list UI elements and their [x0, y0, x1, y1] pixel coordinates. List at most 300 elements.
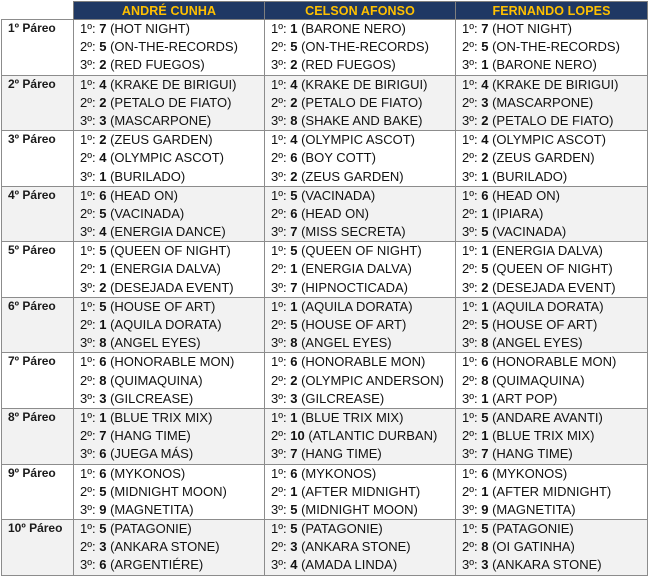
pick-line [271, 556, 455, 574]
horse-number: 5 [290, 243, 298, 259]
pick-line [80, 483, 264, 501]
horse-name: (QUIMAQUINA) [492, 372, 585, 388]
picks-celson-afonso [265, 408, 456, 464]
pick-position: 3º: [462, 446, 478, 462]
horse-name: (ATLANTIC DURBAN) [308, 428, 438, 444]
horse-number: 6 [290, 354, 298, 370]
horse-name: (ANGEL EYES) [110, 335, 201, 351]
pick-position: 2º: [271, 317, 287, 332]
header-row [2, 2, 648, 20]
pick-position: 2º: [80, 539, 96, 555]
horse-number: 6 [290, 150, 298, 166]
horse-number: 2 [290, 168, 298, 184]
horse-name: (ANKARA STONE) [110, 539, 220, 555]
pick-line [80, 465, 264, 483]
horse-number: 5 [290, 501, 298, 517]
horse-number: 7 [481, 446, 489, 462]
horse-number: 3 [99, 539, 107, 555]
race-label: 9º Páreo [2, 464, 74, 520]
pick-line [80, 260, 264, 278]
horse-number: 6 [481, 354, 489, 370]
horse-name: (OI GATINHA) [492, 539, 575, 555]
picks-fernando-lopes [456, 520, 648, 576]
pick-position: 1º: [271, 243, 287, 259]
pick-line [80, 242, 264, 260]
horse-number: 7 [290, 224, 298, 240]
pick-position: 3º: [271, 168, 287, 184]
horse-number: 4 [290, 557, 298, 573]
horse-name: (MISS SECRETA) [301, 224, 406, 240]
pick-position: 3º: [462, 224, 478, 240]
horse-name: (DESEJADA EVENT) [492, 279, 616, 295]
pick-position: 2º: [271, 150, 287, 166]
pick-position: 3º: [462, 335, 478, 351]
horse-name: (JUEGA MÁS) [110, 446, 194, 462]
pick-line [462, 316, 647, 334]
pick-position: 1º: [80, 243, 96, 259]
picks-celson-afonso [265, 20, 456, 76]
horse-name: (AQUILA DORATA) [492, 298, 604, 314]
horse-number: 1 [290, 483, 298, 499]
pick-line [80, 445, 264, 463]
horse-name: (OLYMPIC ASCOT) [301, 132, 415, 148]
picks-celson-afonso [265, 242, 456, 298]
pick-line [462, 334, 647, 352]
horse-name: (MIDNIGHT MOON) [110, 483, 227, 499]
pick-line [271, 483, 455, 501]
pick-position: 1º: [462, 21, 478, 36]
pick-position: 3º: [271, 112, 287, 128]
horse-number: 5 [481, 521, 489, 537]
horse-number: 1 [290, 298, 298, 314]
horse-name: (BLUE TRIX MIX) [110, 409, 213, 425]
horse-name: (AFTER MIDNIGHT) [492, 483, 612, 499]
horse-name: (ON-THE-RECORDS) [301, 39, 429, 55]
horse-name: (VACINADA) [492, 224, 567, 240]
horse-name: (OLYMPIC ANDERSON) [301, 372, 444, 388]
horse-number: 4 [290, 76, 298, 92]
horse-name: (HOUSE OF ART) [110, 298, 216, 314]
header-corner [2, 2, 74, 20]
horse-name: (VACINADA) [110, 205, 185, 221]
pick-position: 3º: [462, 57, 478, 73]
pick-position: 2º: [271, 539, 287, 555]
pick-position: 3º: [80, 335, 96, 351]
horse-number: 10 [290, 428, 305, 444]
pick-line [462, 94, 647, 112]
horse-name: (HOT NIGHT) [492, 21, 572, 36]
pick-position: 2º: [271, 483, 287, 499]
horse-name: (BLUE TRIX MIX) [301, 409, 404, 425]
pick-position: 1º: [271, 187, 287, 203]
horse-name: (ANGEL EYES) [301, 335, 392, 351]
pick-line [271, 38, 455, 56]
horse-name: (PATAGONIE) [110, 521, 192, 537]
horse-number: 7 [290, 446, 298, 462]
race-row [2, 408, 648, 464]
pick-position: 1º: [462, 76, 478, 92]
horse-name: (RED FUEGOS) [110, 57, 205, 73]
horse-name: (MASCARPONE) [110, 112, 212, 128]
header-celson-afonso: CELSON AFONSO [265, 2, 456, 20]
picks-celson-afonso [265, 464, 456, 520]
horse-name: (MASCARPONE) [492, 94, 594, 110]
horse-name: (BURILADO) [110, 168, 186, 184]
pick-position: 2º: [271, 261, 287, 277]
pick-line [271, 538, 455, 556]
horse-name: (HIPNOCTICADA) [301, 279, 408, 295]
horse-name: (ENERGIA DANCE) [110, 224, 226, 240]
pick-position: 3º: [462, 390, 478, 406]
horse-number: 2 [290, 94, 298, 110]
horse-number: 5 [99, 39, 107, 55]
pick-line [271, 316, 455, 334]
picks-andre-cunha [74, 297, 265, 353]
horse-name: (HANG TIME) [492, 446, 573, 462]
horse-number: 1 [290, 21, 298, 36]
horse-number: 8 [290, 335, 298, 351]
race-label: 6º Páreo [2, 297, 74, 353]
pick-line [80, 76, 264, 94]
pick-position: 2º: [80, 205, 96, 221]
picks-celson-afonso [265, 131, 456, 187]
horse-name: (MYKONOS) [492, 465, 568, 481]
horse-number: 5 [99, 521, 107, 537]
pick-position: 1º: [271, 132, 287, 148]
pick-line [80, 38, 264, 56]
pick-line [462, 372, 647, 390]
horse-name: (BARONE NERO) [492, 57, 597, 73]
pick-position: 1º: [80, 409, 96, 425]
race-row [2, 520, 648, 576]
pick-line [271, 112, 455, 130]
horse-name: (QUEEN OF NIGHT) [110, 243, 231, 259]
horse-name: (ENERGIA DALVA) [301, 261, 412, 277]
race-label: 2º Páreo [2, 75, 74, 131]
picks-andre-cunha [74, 20, 265, 76]
horse-number: 6 [99, 465, 107, 481]
horse-name: (ENERGIA DALVA) [110, 261, 221, 277]
pick-position: 2º: [462, 428, 478, 444]
pick-line [462, 465, 647, 483]
horse-name: (QUEEN OF NIGHT) [492, 261, 613, 277]
race-label: 10º Páreo [2, 520, 74, 576]
race-label: 3º Páreo [2, 131, 74, 187]
pick-line [271, 205, 455, 223]
horse-number: 5 [99, 243, 107, 259]
picks-andre-cunha [74, 353, 265, 409]
picks-celson-afonso [265, 186, 456, 242]
horse-name: (PETALO DE FIATO) [301, 94, 423, 110]
horse-number: 3 [481, 557, 489, 573]
horse-number: 5 [290, 317, 298, 332]
horse-number: 1 [99, 317, 107, 332]
pick-position: 1º: [462, 354, 478, 370]
horse-number: 8 [481, 335, 489, 351]
horse-number: 1 [290, 409, 298, 425]
picks-fernando-lopes [456, 353, 648, 409]
horse-number: 2 [481, 150, 489, 166]
picks-andre-cunha [74, 408, 265, 464]
horse-number: 5 [481, 224, 489, 240]
pick-line [271, 76, 455, 94]
horse-name: (MAGNETITA) [110, 501, 194, 517]
pick-position: 1º: [80, 76, 96, 92]
pick-position: 1º: [271, 21, 287, 36]
picks-celson-afonso [265, 520, 456, 576]
picks-andre-cunha [74, 242, 265, 298]
horse-number: 4 [481, 76, 489, 92]
header-andre-cunha: ANDRÉ CUNHA [74, 2, 265, 20]
horse-name: (AMADA LINDA) [301, 557, 398, 573]
horse-name: (ENERGIA DALVA) [492, 243, 603, 259]
pick-position: 1º: [462, 132, 478, 148]
horse-name: (HEAD ON) [110, 187, 178, 203]
pick-line [80, 409, 264, 427]
pick-line [271, 334, 455, 352]
horse-name: (IPIARA) [492, 205, 544, 221]
horse-number: 1 [290, 261, 298, 277]
race-label: 5º Páreo [2, 242, 74, 298]
pick-line [462, 520, 647, 538]
pick-position: 3º: [271, 57, 287, 73]
pick-line [271, 465, 455, 483]
horse-number: 6 [290, 465, 298, 481]
pick-line [271, 298, 455, 316]
race-row [2, 131, 648, 187]
horse-number: 1 [481, 168, 489, 184]
horse-name: (BARONE NERO) [301, 21, 406, 36]
race-row [2, 20, 648, 76]
horse-number: 3 [99, 390, 107, 406]
pick-position: 1º: [80, 354, 96, 370]
horse-number: 8 [290, 112, 298, 128]
pick-position: 1º: [271, 76, 287, 92]
horse-number: 9 [99, 501, 107, 517]
pick-line [462, 187, 647, 205]
pick-position: 3º: [80, 224, 96, 240]
pick-line [462, 353, 647, 371]
horse-number: 8 [99, 335, 107, 351]
horse-name: (ANKARA STONE) [492, 557, 602, 573]
pick-line [271, 445, 455, 463]
pick-line [271, 520, 455, 538]
pick-position: 1º: [80, 132, 96, 148]
pick-position: 1º: [462, 298, 478, 314]
horse-number: 2 [99, 132, 107, 148]
horse-name: (PATAGONIE) [301, 521, 383, 537]
horse-name: (MAGNETITA) [492, 501, 576, 517]
horse-number: 1 [481, 243, 489, 259]
horse-number: 1 [481, 205, 489, 221]
picks-celson-afonso [265, 297, 456, 353]
race-row [2, 242, 648, 298]
header-fernando-lopes: FERNANDO LOPES [456, 2, 648, 20]
picks-fernando-lopes [456, 464, 648, 520]
horse-name: (OLYMPIC ASCOT) [110, 150, 224, 166]
pick-line [271, 353, 455, 371]
horse-name: (HEAD ON) [301, 205, 369, 221]
race-row [2, 353, 648, 409]
pick-position: 1º: [271, 298, 287, 314]
horse-name: (AFTER MIDNIGHT) [301, 483, 421, 499]
horse-number: 5 [481, 39, 489, 55]
pick-line [80, 94, 264, 112]
race-label: 4º Páreo [2, 186, 74, 242]
pick-position: 3º: [462, 168, 478, 184]
horse-name: (SHAKE AND BAKE) [301, 112, 423, 128]
horse-number: 1 [481, 428, 489, 444]
pick-line [80, 168, 264, 186]
pick-line [462, 242, 647, 260]
pick-position: 1º: [271, 409, 287, 425]
horse-number: 1 [481, 390, 489, 406]
picks-fernando-lopes [456, 20, 648, 76]
horse-number: 9 [481, 501, 489, 517]
horse-name: (HOUSE OF ART) [492, 317, 598, 332]
horse-number: 6 [481, 465, 489, 481]
horse-number: 8 [481, 372, 489, 388]
pick-position: 3º: [80, 168, 96, 184]
horse-name: (BURILADO) [492, 168, 568, 184]
pick-position: 1º: [462, 521, 478, 537]
pick-position: 1º: [271, 521, 287, 537]
picks-fernando-lopes [456, 186, 648, 242]
pick-position: 2º: [271, 39, 287, 55]
horse-number: 2 [99, 279, 107, 295]
pick-line [271, 131, 455, 149]
pick-position: 1º: [462, 409, 478, 425]
pick-line [462, 223, 647, 241]
horse-number: 2 [99, 57, 107, 73]
picks-fernando-lopes [456, 75, 648, 131]
horse-number: 7 [481, 21, 489, 36]
horse-number: 5 [290, 187, 298, 203]
picks-fernando-lopes [456, 242, 648, 298]
pick-position: 2º: [271, 372, 287, 388]
pick-position: 3º: [80, 112, 96, 128]
horse-name: (ON-THE-RECORDS) [110, 39, 238, 55]
pick-line [271, 279, 455, 297]
pick-line [271, 20, 455, 38]
pick-line [462, 390, 647, 408]
horse-number: 6 [481, 187, 489, 203]
picks-celson-afonso [265, 353, 456, 409]
horse-name: (MYKONOS) [110, 465, 186, 481]
race-row [2, 75, 648, 131]
horse-name: (ON-THE-RECORDS) [492, 39, 620, 55]
horse-number: 4 [99, 224, 107, 240]
pick-position: 1º: [271, 465, 287, 481]
pick-line [462, 76, 647, 94]
horse-number: 6 [99, 557, 107, 573]
pick-line [80, 334, 264, 352]
pick-position: 2º: [80, 372, 96, 388]
pick-line [80, 556, 264, 574]
pick-position: 2º: [80, 39, 96, 55]
pick-position: 1º: [462, 243, 478, 259]
horse-name: (ANDARE AVANTI) [492, 409, 603, 425]
picks-celson-afonso [265, 75, 456, 131]
horse-number: 2 [99, 94, 107, 110]
pick-position: 3º: [271, 335, 287, 351]
horse-name: (HEAD ON) [492, 187, 560, 203]
horse-number: 7 [99, 21, 107, 36]
pick-position: 3º: [271, 446, 287, 462]
pick-line [80, 316, 264, 334]
pick-position: 2º: [80, 428, 96, 444]
pick-line [462, 409, 647, 427]
horse-name: (HONORABLE MON) [110, 354, 235, 370]
horse-name: (HONORABLE MON) [301, 354, 426, 370]
horse-name: (ZEUS GARDEN) [301, 168, 404, 184]
horse-name: (MYKONOS) [301, 465, 377, 481]
horse-name: (AQUILA DORATA) [301, 298, 413, 314]
horse-number: 5 [481, 261, 489, 277]
pick-position: 1º: [80, 521, 96, 537]
horse-number: 2 [290, 372, 298, 388]
pick-line [271, 409, 455, 427]
pick-line [271, 427, 455, 445]
race-label: 7º Páreo [2, 353, 74, 409]
pick-position: 3º: [80, 390, 96, 406]
horse-number: 4 [481, 132, 489, 148]
pick-position: 1º: [80, 465, 96, 481]
horse-name: (GILCREASE) [301, 390, 385, 406]
pick-position: 3º: [271, 224, 287, 240]
horse-number: 4 [290, 132, 298, 148]
horse-name: (KRAKE DE BIRIGUI) [301, 76, 428, 92]
pick-position: 3º: [80, 279, 96, 295]
pick-line [80, 520, 264, 538]
pick-line [271, 260, 455, 278]
horse-name: (ZEUS GARDEN) [110, 132, 213, 148]
picks-fernando-lopes [456, 131, 648, 187]
horse-number: 6 [99, 354, 107, 370]
horse-number: 1 [99, 409, 107, 425]
pick-line [80, 501, 264, 519]
pick-line [80, 427, 264, 445]
pick-position: 3º: [462, 501, 478, 517]
pick-position: 2º: [462, 94, 478, 110]
horse-number: 5 [290, 39, 298, 55]
horse-number: 3 [290, 390, 298, 406]
pick-line [462, 260, 647, 278]
horse-name: (DESEJADA EVENT) [110, 279, 234, 295]
horse-name: (QUIMAQUINA) [110, 372, 203, 388]
horse-name: (PATAGONIE) [492, 521, 574, 537]
horse-number: 4 [99, 76, 107, 92]
pick-position: 3º: [271, 501, 287, 517]
pick-line [271, 149, 455, 167]
pick-line [271, 223, 455, 241]
race-label: 1º Páreo [2, 20, 74, 76]
horse-name: (ARGENTIÉRE) [110, 557, 204, 573]
horse-number: 7 [99, 428, 107, 444]
pick-line [462, 298, 647, 316]
pick-line [80, 149, 264, 167]
horse-number: 8 [99, 372, 107, 388]
horse-name: (KRAKE DE BIRIGUI) [492, 76, 619, 92]
horse-name: (QUEEN OF NIGHT) [301, 243, 422, 259]
pick-line [80, 131, 264, 149]
horse-number: 1 [99, 261, 107, 277]
pick-line [271, 168, 455, 186]
pick-position: 3º: [462, 557, 478, 573]
horse-number: 5 [99, 483, 107, 499]
pick-line [271, 501, 455, 519]
horse-number: 2 [481, 279, 489, 295]
